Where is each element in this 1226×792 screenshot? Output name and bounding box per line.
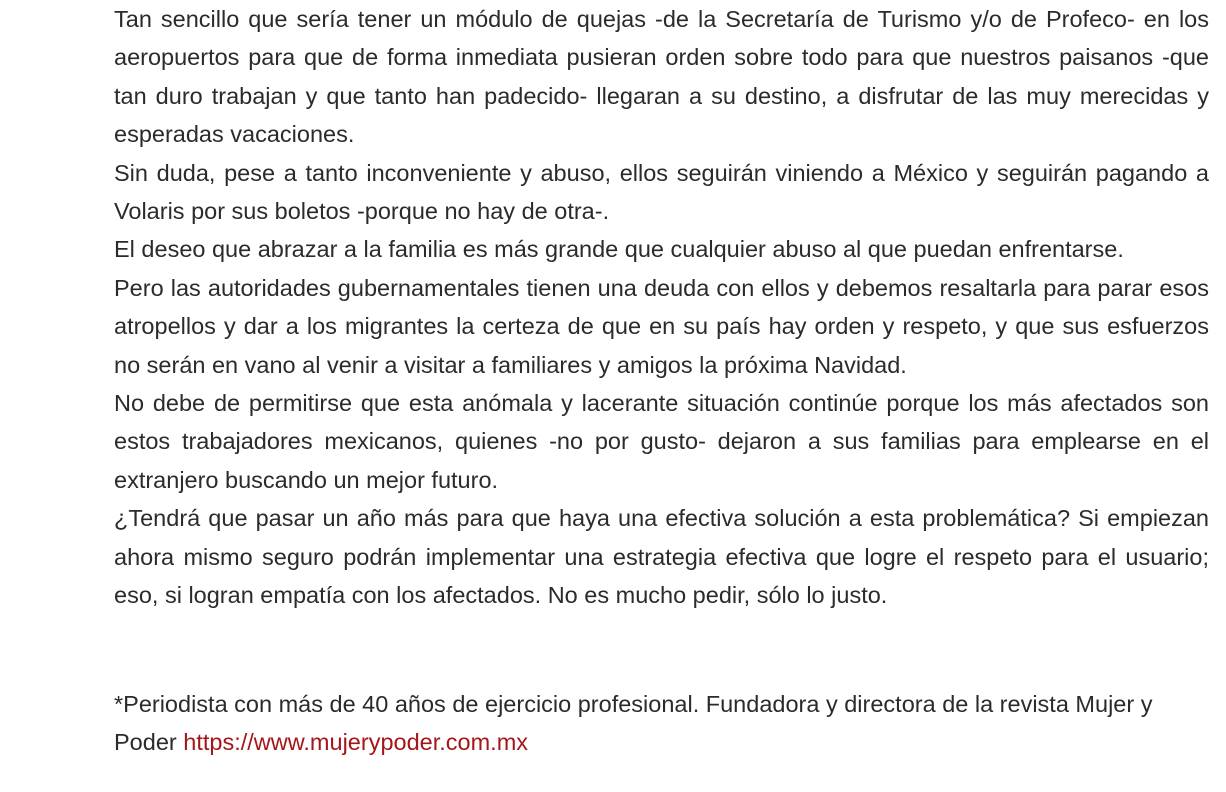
paragraph-1: Tan sencillo que sería tener un módulo de quejas -de la Secretaría de Turismo y/o de Profeco- en los aeropuertos para que de forma inmediata pusieran orden sobre todo para que nuestros paisanos -que tan duro trabajan y que tanto han padecido- llegaran a su destino, a disfrutar de las muy merecidas y esperadas vacaciones.: [114, 6, 1209, 148]
section-spacer: [114, 615, 1209, 685]
paragraph-3: El deseo que abrazar a la familia es más grande que cualquier abuso al que puedan enfrentarse.: [114, 236, 1124, 263]
paragraph-6: ¿Tendrá que pasar un año más para que haya una efectiva solución a esta problemática? Si empiezan ahora mismo seguro podrán implementar una estrategia efectiva que logre el respeto para el usuario; eso, si logran empatía con los afectados. No es mucho pedir, sólo lo justo.: [114, 505, 1209, 609]
article-body: [114, 0, 1209, 761]
footnote-text: *Periodista con más de 40 años de ejercicio profesional. Fundadora y directora de la revista Mujer y Poder: [114, 690, 1153, 755]
paragraph-2: Sin duda, pese a tanto inconveniente y abuso, ellos seguirán viniendo a México y seguirán pagando a Volaris por sus boletos -porque no hay de otra-.: [114, 159, 1209, 225]
magazine-link[interactable]: https://www.mujerypoder.com.mx: [183, 728, 529, 755]
paragraph-4: Pero las autoridades gubernamentales tienen una deuda con ellos y debemos resaltarla para parar esos atropellos y dar a los migrantes la certeza de que en su país hay orden y respeto, y que sus esfuerzos no serán en vano al venir a visitar a familiares y amigos la próxima Navidad.: [114, 274, 1209, 378]
author-footnote: [114, 685, 1174, 762]
paragraph-5: No debe de permitirse que esta anómala y lacerante situación continúe porque los más afectados son estos trabajadores mexicanos, quienes -no por gusto- dejaron a sus familias para emplearse en el extranjero buscando un mejor futuro.: [114, 390, 1209, 493]
